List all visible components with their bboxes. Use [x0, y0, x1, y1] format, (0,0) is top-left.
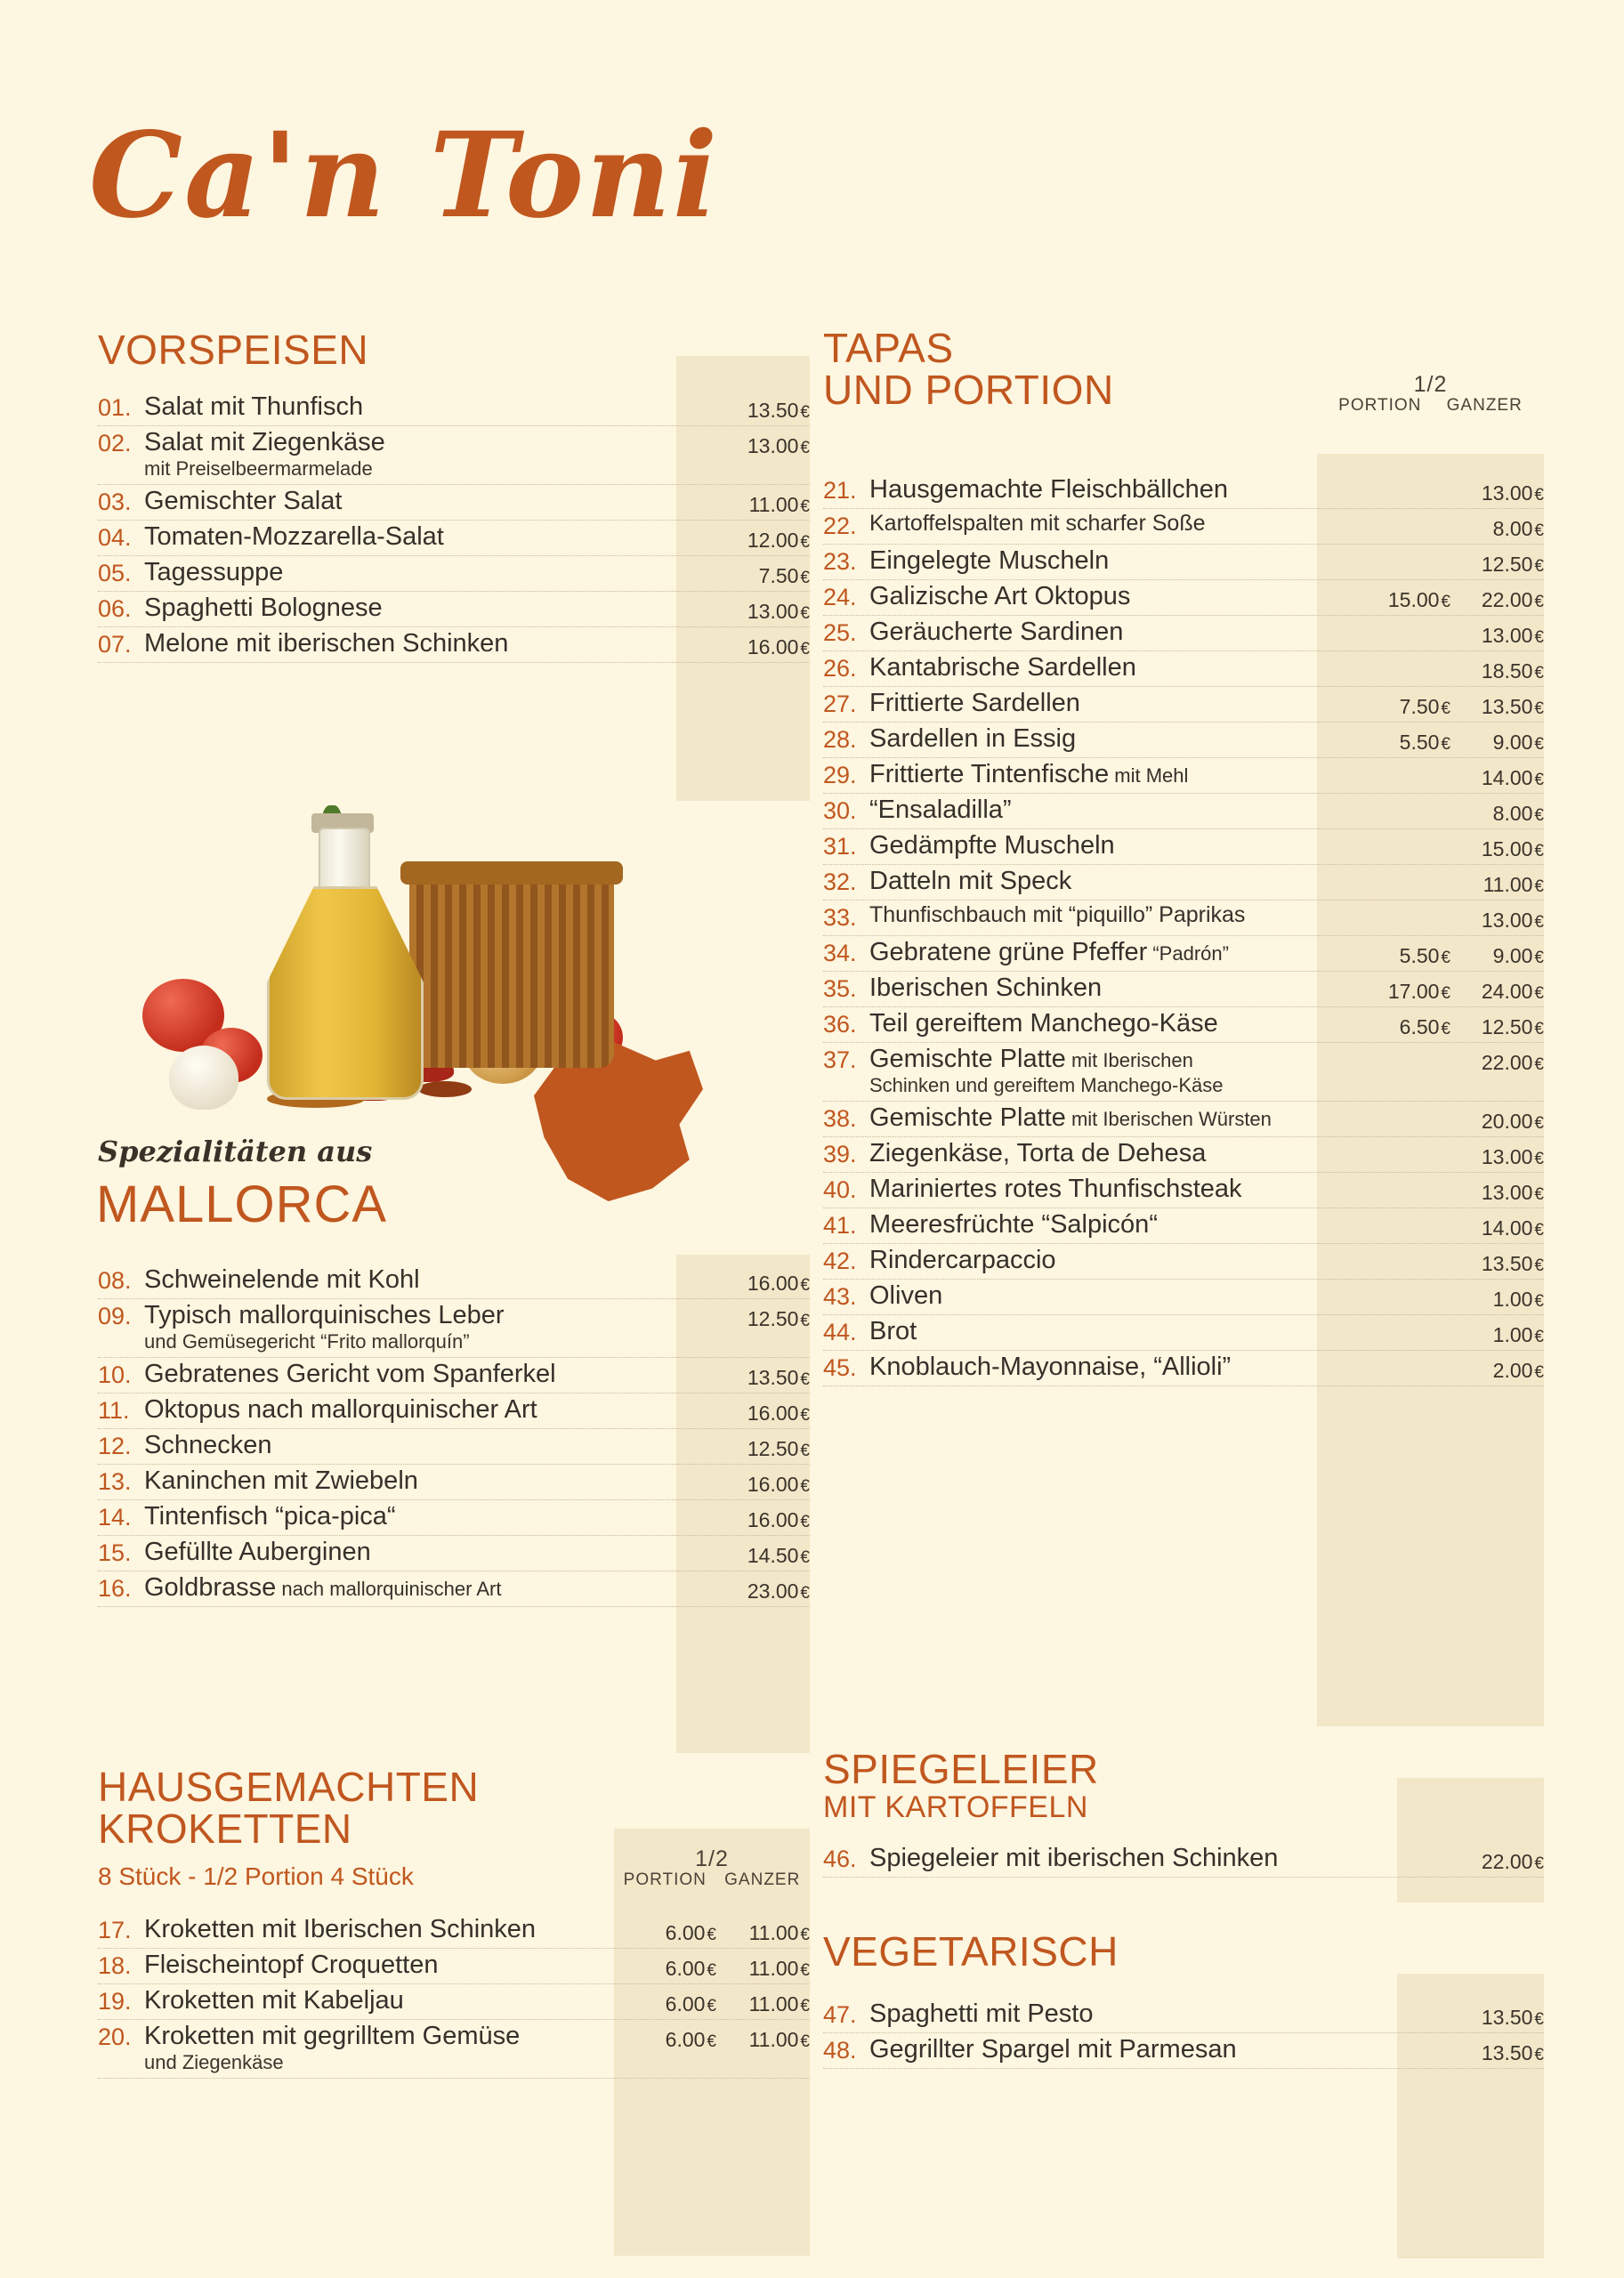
menu-item-half-price: [1357, 1246, 1450, 1252]
menu-item-number: 10.: [98, 1361, 132, 1388]
menu-item: [823, 509, 1544, 545]
menu-item-number: 42.: [823, 1247, 857, 1274]
menu-item-half-price: 7.50 €: [1399, 695, 1450, 718]
menu-item-number: 17.: [98, 1917, 132, 1943]
menu-item-number: 21.: [823, 477, 857, 504]
menu-item-price: 16.00 €: [747, 1272, 810, 1295]
menu-item-half-price: [1357, 1317, 1450, 1323]
menu-item-name: Oktopus nach mallorquinischer Art: [144, 1394, 537, 1424]
menu-item: [98, 1500, 810, 1536]
vegetarisch-list-wrap: [823, 1998, 1544, 2069]
menu-item: [823, 829, 1544, 865]
menu-item-name: Iberischen Schinken: [869, 973, 1103, 1002]
menu-item-price: 12.50 €: [747, 1436, 810, 1460]
spiegeleier-items: [823, 1842, 1544, 1878]
menu-item: [823, 580, 1544, 616]
menu-item-price: 13.50 €: [1481, 2041, 1544, 2064]
menu-item: [823, 1043, 1544, 1102]
menu-item-number: 22.: [823, 513, 857, 539]
menu-item: [823, 1007, 1544, 1043]
menu-item-name: Gegrillter Spargel mit Parmesan: [869, 2035, 1237, 2064]
menu-item-price: 14.00 €: [1481, 766, 1544, 789]
menu-item-half-price: [1357, 1045, 1450, 1051]
menu-item-number: 29.: [823, 762, 857, 788]
menu-item-price: 7.50 €: [758, 563, 810, 587]
menu-item: [98, 2020, 810, 2079]
menu-item: [823, 936, 1544, 972]
menu-item-half-price: 15.00 €: [1387, 588, 1450, 611]
menu-item-number: 14.: [98, 1503, 132, 1531]
section-title-kroketten-line2: KROKETTEN: [98, 1805, 352, 1852]
menu-item-name: Mariniertes rotes Thunfischsteak: [869, 1174, 1242, 1203]
spiegeleier-subtitle: MIT KARTOFFELN: [823, 1789, 1088, 1824]
menu-item-name: “Ensaladilla”: [869, 796, 1012, 824]
menu-item-number: 28.: [823, 726, 857, 753]
section-title-mallorca: MALLORCA: [96, 1175, 388, 1233]
tapas-half-top-label: 1/2: [1413, 372, 1448, 397]
menu-item: [98, 391, 810, 426]
menu-item-number: 32.: [823, 868, 857, 895]
menu-item-note: “Padrón”: [1147, 942, 1229, 965]
menu-item: [98, 556, 810, 592]
menu-item-half-price: [1357, 475, 1450, 481]
menu-item-price: 14.50 €: [747, 1543, 810, 1567]
menu-item: [823, 1315, 1544, 1351]
menu-item-number: 39.: [823, 1140, 857, 1167]
kroketten-half-top-label: 1/2: [695, 1846, 729, 1871]
menu-item-price: 13.50 €: [1481, 2006, 1544, 2029]
menu-item-half-price: 17.00 €: [1387, 980, 1450, 1003]
menu-item-half-price: 5.50 €: [1399, 944, 1450, 967]
menu-item-half-price: [1357, 1210, 1450, 1216]
menu-item-price: 13.50 €: [1481, 695, 1544, 718]
menu-item-name: Gefüllte Auberginen: [144, 1537, 371, 1566]
menu-item: [823, 545, 1544, 580]
menu-item-name: Gemischte Platte mit Iberischen Schinken und gereiftem Manchego-Käse: [869, 1045, 1357, 1098]
menu-item-number: 19.: [98, 1988, 132, 2015]
menu-item-price: 8.00 €: [1492, 802, 1544, 825]
menu-item-half-price: [1357, 1281, 1450, 1288]
menu-item-name: Melone mit iberischen Schinken: [144, 628, 509, 658]
menu-item-subtitle: Schinken und gereiftem Manchego-Käse: [869, 1074, 1224, 1097]
menu-item-price: 12.50 €: [1481, 553, 1544, 576]
menu-item-price: 13.00 €: [1481, 481, 1544, 505]
menu-item-price: 9.00 €: [1492, 731, 1544, 754]
menu-item-subtitle: und Ziegenkäse: [144, 2051, 284, 2074]
menu-item: [98, 1264, 810, 1299]
menu-item: [98, 1913, 810, 1949]
menu-item-name: Eingelegte Muscheln: [869, 546, 1110, 575]
tapas-col-headers: [1317, 372, 1544, 416]
menu-item-half-price: [1357, 1175, 1450, 1181]
menu-item-name: Sardellen in Essig: [869, 724, 1077, 753]
menu-item-number: 34.: [823, 940, 857, 966]
kroketten-full-label: GANZER: [724, 1870, 801, 1889]
menu-item-price: 12.00 €: [747, 528, 810, 552]
menu-item-price: 14.00 €: [1481, 1216, 1544, 1240]
menu-item-price: 23.00 €: [747, 1579, 810, 1603]
menu-item-price: 16.00 €: [747, 634, 810, 658]
menu-item-number: 15.: [98, 1539, 132, 1566]
menu-item-note: mit Iberischen Würsten: [1065, 1107, 1272, 1130]
menu-item-name: Tintenfisch “pica-pica“: [144, 1501, 396, 1531]
menu-item: [823, 972, 1544, 1007]
menu-item-note: mit Mehl: [1109, 764, 1189, 787]
menu-item-price: 1.00 €: [1492, 1287, 1544, 1311]
menu-item-name: Tomaten-Mozzarella-Salat: [144, 521, 444, 551]
menu-item-price: 2.00 €: [1492, 1358, 1544, 1382]
menu-item: [823, 1102, 1544, 1137]
menu-item-price: 11.00 €: [748, 1992, 810, 2015]
menu-item-price: 18.50 €: [1481, 659, 1544, 683]
menu-item-name: Kaninchen mit Zwiebeln: [144, 1466, 418, 1495]
menu-item-number: 06.: [98, 594, 132, 622]
menu-item-price: 20.00 €: [1481, 1109, 1544, 1133]
menu-item-price: 11.00 €: [748, 492, 810, 516]
menu-item-name: Spaghetti Bolognese: [144, 593, 383, 622]
menu-item-price: 11.00 €: [1483, 873, 1544, 896]
spiegeleier-price-panel: [1397, 1778, 1544, 1902]
menu-item-name: Knoblauch-Mayonnaise, “Allioli”: [869, 1352, 1232, 1381]
menu-item-number: 09.: [98, 1303, 132, 1329]
menu-item-price: 22.00 €: [1481, 1850, 1544, 1873]
menu-item-half-price: [1357, 546, 1450, 553]
menu-item-price: 13.50 €: [1481, 1251, 1544, 1275]
menu-item-half-price: 6.00 €: [665, 1992, 716, 2015]
menu-item-half-price: [1357, 1353, 1450, 1359]
section-title-tapas-line2: UND PORTION: [823, 366, 1114, 413]
menu-item-name: Kantabrische Sardellen: [869, 653, 1136, 682]
menu-item-name: Gemischter Salat: [144, 486, 343, 515]
menu-item: [823, 473, 1544, 509]
menu-item: [98, 426, 810, 485]
menu-item-price: 16.00 €: [747, 1401, 810, 1425]
menu-item-subtitle: und Gemüsegericht “Frito mallorquín”: [144, 1330, 470, 1353]
menu-item-half-price: [1357, 1103, 1450, 1110]
menu-item: [98, 1536, 810, 1571]
vorspeisen-items: [98, 391, 810, 663]
menu-item: [98, 1393, 810, 1429]
menu-item-price: 13.00 €: [1481, 1180, 1544, 1204]
menu-item: [98, 1358, 810, 1393]
menu-item-price: 11.00 €: [748, 1957, 810, 1980]
tapas-items: [823, 473, 1544, 1386]
menu-item-name: Oliven: [869, 1280, 943, 1310]
menu-item-number: 46.: [823, 1846, 857, 1872]
menu-item-name: Thunfischbauch mit “piquillo” Paprikas: [869, 902, 1246, 927]
menu-item-number: 44.: [823, 1318, 857, 1345]
tapas-list-wrap: [823, 473, 1544, 1386]
menu-item: [98, 1949, 810, 1984]
restaurant-logo: Ca'n Toni: [89, 107, 720, 245]
menu-item-number: 23.: [823, 548, 857, 575]
section-title-vorspeisen: VORSPEISEN: [98, 327, 369, 373]
menu-item-number: 45.: [823, 1353, 857, 1381]
basket-illustration: [409, 872, 614, 1068]
menu-item-name: Spaghetti mit Pesto: [869, 1999, 1094, 2028]
menu-item-number: 38.: [823, 1104, 857, 1132]
menu-item-number: 43.: [823, 1282, 857, 1310]
menu-item-price: 16.00 €: [747, 1472, 810, 1496]
menu-item-half-price: 5.50 €: [1399, 731, 1450, 754]
menu-item-name: Datteln mit Speck: [869, 867, 1072, 895]
menu-item: [823, 1842, 1544, 1878]
tapas-half-label: PORTION: [1338, 396, 1422, 415]
menu-item-name: Galizische Art Oktopus: [869, 582, 1131, 610]
menu-item: [823, 616, 1544, 651]
menu-item: [98, 521, 810, 556]
menu-item-price: 13.00 €: [1481, 1144, 1544, 1168]
menu-item: [823, 1137, 1544, 1173]
menu-item-price: 22.00 €: [1481, 588, 1544, 611]
menu-item: [823, 1173, 1544, 1208]
menu-item-number: 27.: [823, 691, 857, 717]
menu-item-half-price: [1357, 831, 1450, 837]
menu-item-price: 9.00 €: [1492, 944, 1544, 967]
menu-item-name: Brot: [869, 1316, 917, 1345]
menu-item-number: 20.: [98, 2024, 132, 2050]
menu-item-name: Typisch mallorquinisches Leber und Gemüsegericht “Frito mallorquín”: [144, 1301, 716, 1354]
menu-item-price: 12.50 €: [747, 1307, 810, 1330]
menu-item: [823, 1244, 1544, 1280]
menu-item-number: 48.: [823, 2037, 857, 2064]
menu-item-number: 26.: [823, 655, 857, 682]
menu-item-half-price: [1357, 902, 1450, 909]
menu-item-name: Gedämpfte Muscheln: [869, 831, 1115, 860]
menu-item-name: Teil gereiftem Manchego-Käse: [869, 1009, 1218, 1038]
tapas-full-label: GANZER: [1446, 396, 1523, 415]
mallorca-items: [98, 1264, 810, 1607]
menu-item: [823, 865, 1544, 901]
menu-item-price: 12.50 €: [1481, 1015, 1544, 1038]
menu-item-half-price: [1357, 796, 1450, 802]
menu-item: [823, 1208, 1544, 1244]
menu-item-half-price: [1357, 1999, 1450, 2006]
menu-item-name: Salat mit Ziegenkäse mit Preiselbeermarmelade: [144, 428, 716, 481]
menu-item-number: 36.: [823, 1011, 857, 1038]
menu-item-name: Schweinelende mit Kohl: [144, 1265, 420, 1294]
menu-item: [823, 651, 1544, 687]
menu-item-number: 11.: [98, 1396, 130, 1424]
section-title-kroketten-line1: HAUSGEMACHTEN: [98, 1764, 480, 1810]
menu-item-number: 05.: [98, 559, 132, 586]
menu-item-number: 33.: [823, 904, 857, 931]
menu-item-number: 41.: [823, 1211, 857, 1239]
menu-item-subtitle: mit Preiselbeermarmelade: [144, 457, 373, 481]
menu-item-price: 13.00 €: [1481, 909, 1544, 932]
menu-item-name: Hausgemachte Fleischbällchen: [869, 475, 1228, 504]
menu-item-name: Spiegeleier mit iberischen Schinken: [869, 1844, 1279, 1872]
spiegeleier-list-wrap: [823, 1842, 1544, 1878]
menu-item-price: 13.00 €: [747, 599, 810, 623]
mallorca-list-wrap: [98, 1264, 810, 1607]
menu-item-number: 02.: [98, 429, 132, 456]
menu-item: [98, 1465, 810, 1500]
menu-item: [98, 1571, 810, 1607]
menu-item-number: 12.: [98, 1432, 132, 1459]
menu-item: [98, 485, 810, 521]
menu-item: [823, 1351, 1544, 1386]
menu-item-name: Rindercarpaccio: [869, 1245, 1056, 1274]
menu-item: [823, 901, 1544, 936]
menu-item-name: Gemischte Platte mit Iberischen Würsten: [869, 1103, 1272, 1132]
menu-item-name: Fleischeintopf Croquetten: [144, 1951, 439, 1979]
menu-item-name: Frittierte Tintenfische mit Mehl: [869, 760, 1189, 788]
vegetarisch-section: [823, 1928, 1544, 1975]
menu-item-price: 13.00 €: [1481, 624, 1544, 647]
menu-item-number: 08.: [98, 1267, 132, 1294]
menu-item-name: Kroketten mit Kabeljau: [144, 1986, 404, 2015]
menu-item-half-price: [1357, 867, 1450, 873]
menu-item-name: Kartoffelspalten mit scharfer Soße: [869, 511, 1206, 536]
menu-item-number: 04.: [98, 523, 132, 551]
menu-item-name: Gebratenes Gericht vom Spanferkel: [144, 1359, 556, 1388]
menu-item-number: 24.: [823, 584, 857, 610]
menu-item-price: 22.00 €: [1481, 1051, 1544, 1074]
menu-item-price: 8.00 €: [1492, 517, 1544, 540]
menu-item-number: 37.: [823, 1046, 857, 1073]
menu-item-number: 30.: [823, 797, 857, 824]
kroketten-list-wrap: [98, 1913, 810, 2079]
menu-item-name: Kroketten mit Iberischen Schinken: [144, 1915, 537, 1943]
menu-item: [823, 1280, 1544, 1315]
menu-item-name: Tagessuppe: [144, 557, 284, 586]
menu-item-number: 25.: [823, 619, 857, 646]
menu-item-price: 24.00 €: [1481, 980, 1544, 1003]
menu-item-number: 40.: [823, 1175, 857, 1203]
menu-item-half-price: [1357, 511, 1450, 517]
menu-item-half-price: 6.00 €: [665, 1957, 716, 1980]
menu-item-price: 13.50 €: [747, 398, 810, 422]
menu-item-price: 11.00 €: [748, 1921, 810, 1944]
menu-item-half-price: [1357, 618, 1450, 624]
menu-item-name: Gebratene grüne Pfeffer “Padrón”: [869, 938, 1229, 966]
section-title-vegetarisch: VEGETARISCH: [823, 1928, 1119, 1975]
menu-item-half-price: [1357, 1844, 1450, 1850]
menu-item-name: Kroketten mit gegrilltem Gemüse und Ziegenkäse: [144, 2022, 623, 2075]
menu-item-number: 01.: [98, 393, 132, 421]
menu-item-number: 07.: [98, 630, 132, 658]
menu-item-half-price: [1357, 2035, 1450, 2041]
menu-item-name: Goldbrasse nach mallorquinischer Art: [144, 1572, 502, 1602]
menu-item: [98, 1299, 810, 1358]
menu-item-number: 16.: [98, 1574, 132, 1602]
menu-item-number: 18.: [98, 1952, 132, 1979]
menu-item-half-price: [1357, 1139, 1450, 1145]
menu-item-half-price: 6.50 €: [1399, 1015, 1450, 1038]
menu-item-price: 13.00 €: [747, 433, 810, 457]
kroketten-col-headers: [614, 1846, 810, 1890]
column-left: [98, 329, 810, 663]
menu-item: [823, 1998, 1544, 2033]
menu-item: [98, 1984, 810, 2020]
vegetarisch-items: [823, 1998, 1544, 2069]
menu-item-number: 03.: [98, 488, 132, 515]
menu-item-price: 15.00 €: [1481, 837, 1544, 860]
menu-item-half-price: [1357, 760, 1450, 766]
menu-item: [823, 687, 1544, 723]
olive-oil-jug-illustration: [267, 828, 418, 1095]
menu-item-price: 13.50 €: [747, 1365, 810, 1389]
menu-item: [823, 794, 1544, 829]
menu-item-half-price: 6.00 €: [665, 1921, 716, 1944]
menu-item-name: Schnecken: [144, 1430, 272, 1459]
menu-item-number: 31.: [823, 833, 857, 860]
menu-item: [98, 592, 810, 627]
menu-item-price: 1.00 €: [1492, 1322, 1544, 1346]
menu-item-number: 13.: [98, 1467, 132, 1495]
menu-item-number: 47.: [823, 2001, 857, 2028]
mallorca-pretitle: Spezialitäten aus: [98, 1135, 373, 1168]
menu-item-price: 11.00 €: [748, 2028, 810, 2051]
kroketten-subtitle: 8 Stück - 1/2 Portion 4 Stück: [98, 1862, 414, 1890]
menu-item-note: nach mallorquinischer Art: [276, 1577, 502, 1600]
menu-item-number: 35.: [823, 975, 857, 1002]
section-title-spiegeleier: SPIEGELEIER: [823, 1746, 1099, 1792]
kroketten-half-label: PORTION: [623, 1870, 707, 1889]
menu-item: [98, 1429, 810, 1465]
menu-item-half-price: 6.00 €: [665, 2028, 716, 2051]
menu-item-half-price: [1357, 653, 1450, 659]
menu-item-price: 16.00 €: [747, 1507, 810, 1531]
menu-item-note: mit Iberischen: [1065, 1049, 1193, 1071]
menu-item-name: Ziegenkäse, Torta de Dehesa: [869, 1138, 1207, 1167]
menu-item: [98, 627, 810, 663]
menu-item: [823, 723, 1544, 758]
section-title-tapas-line1: TAPAS: [823, 325, 954, 371]
menu-item-name: Meeresfrüchte “Salpicón“: [869, 1209, 1158, 1239]
menu-item-name: Geräucherte Sardinen: [869, 618, 1124, 646]
menu-item-name: Frittierte Sardellen: [869, 689, 1080, 717]
kroketten-items: [98, 1913, 810, 2079]
menu-item-name: Salat mit Thunfisch: [144, 392, 364, 421]
menu-item: [823, 758, 1544, 794]
menu-item: [823, 2033, 1544, 2069]
